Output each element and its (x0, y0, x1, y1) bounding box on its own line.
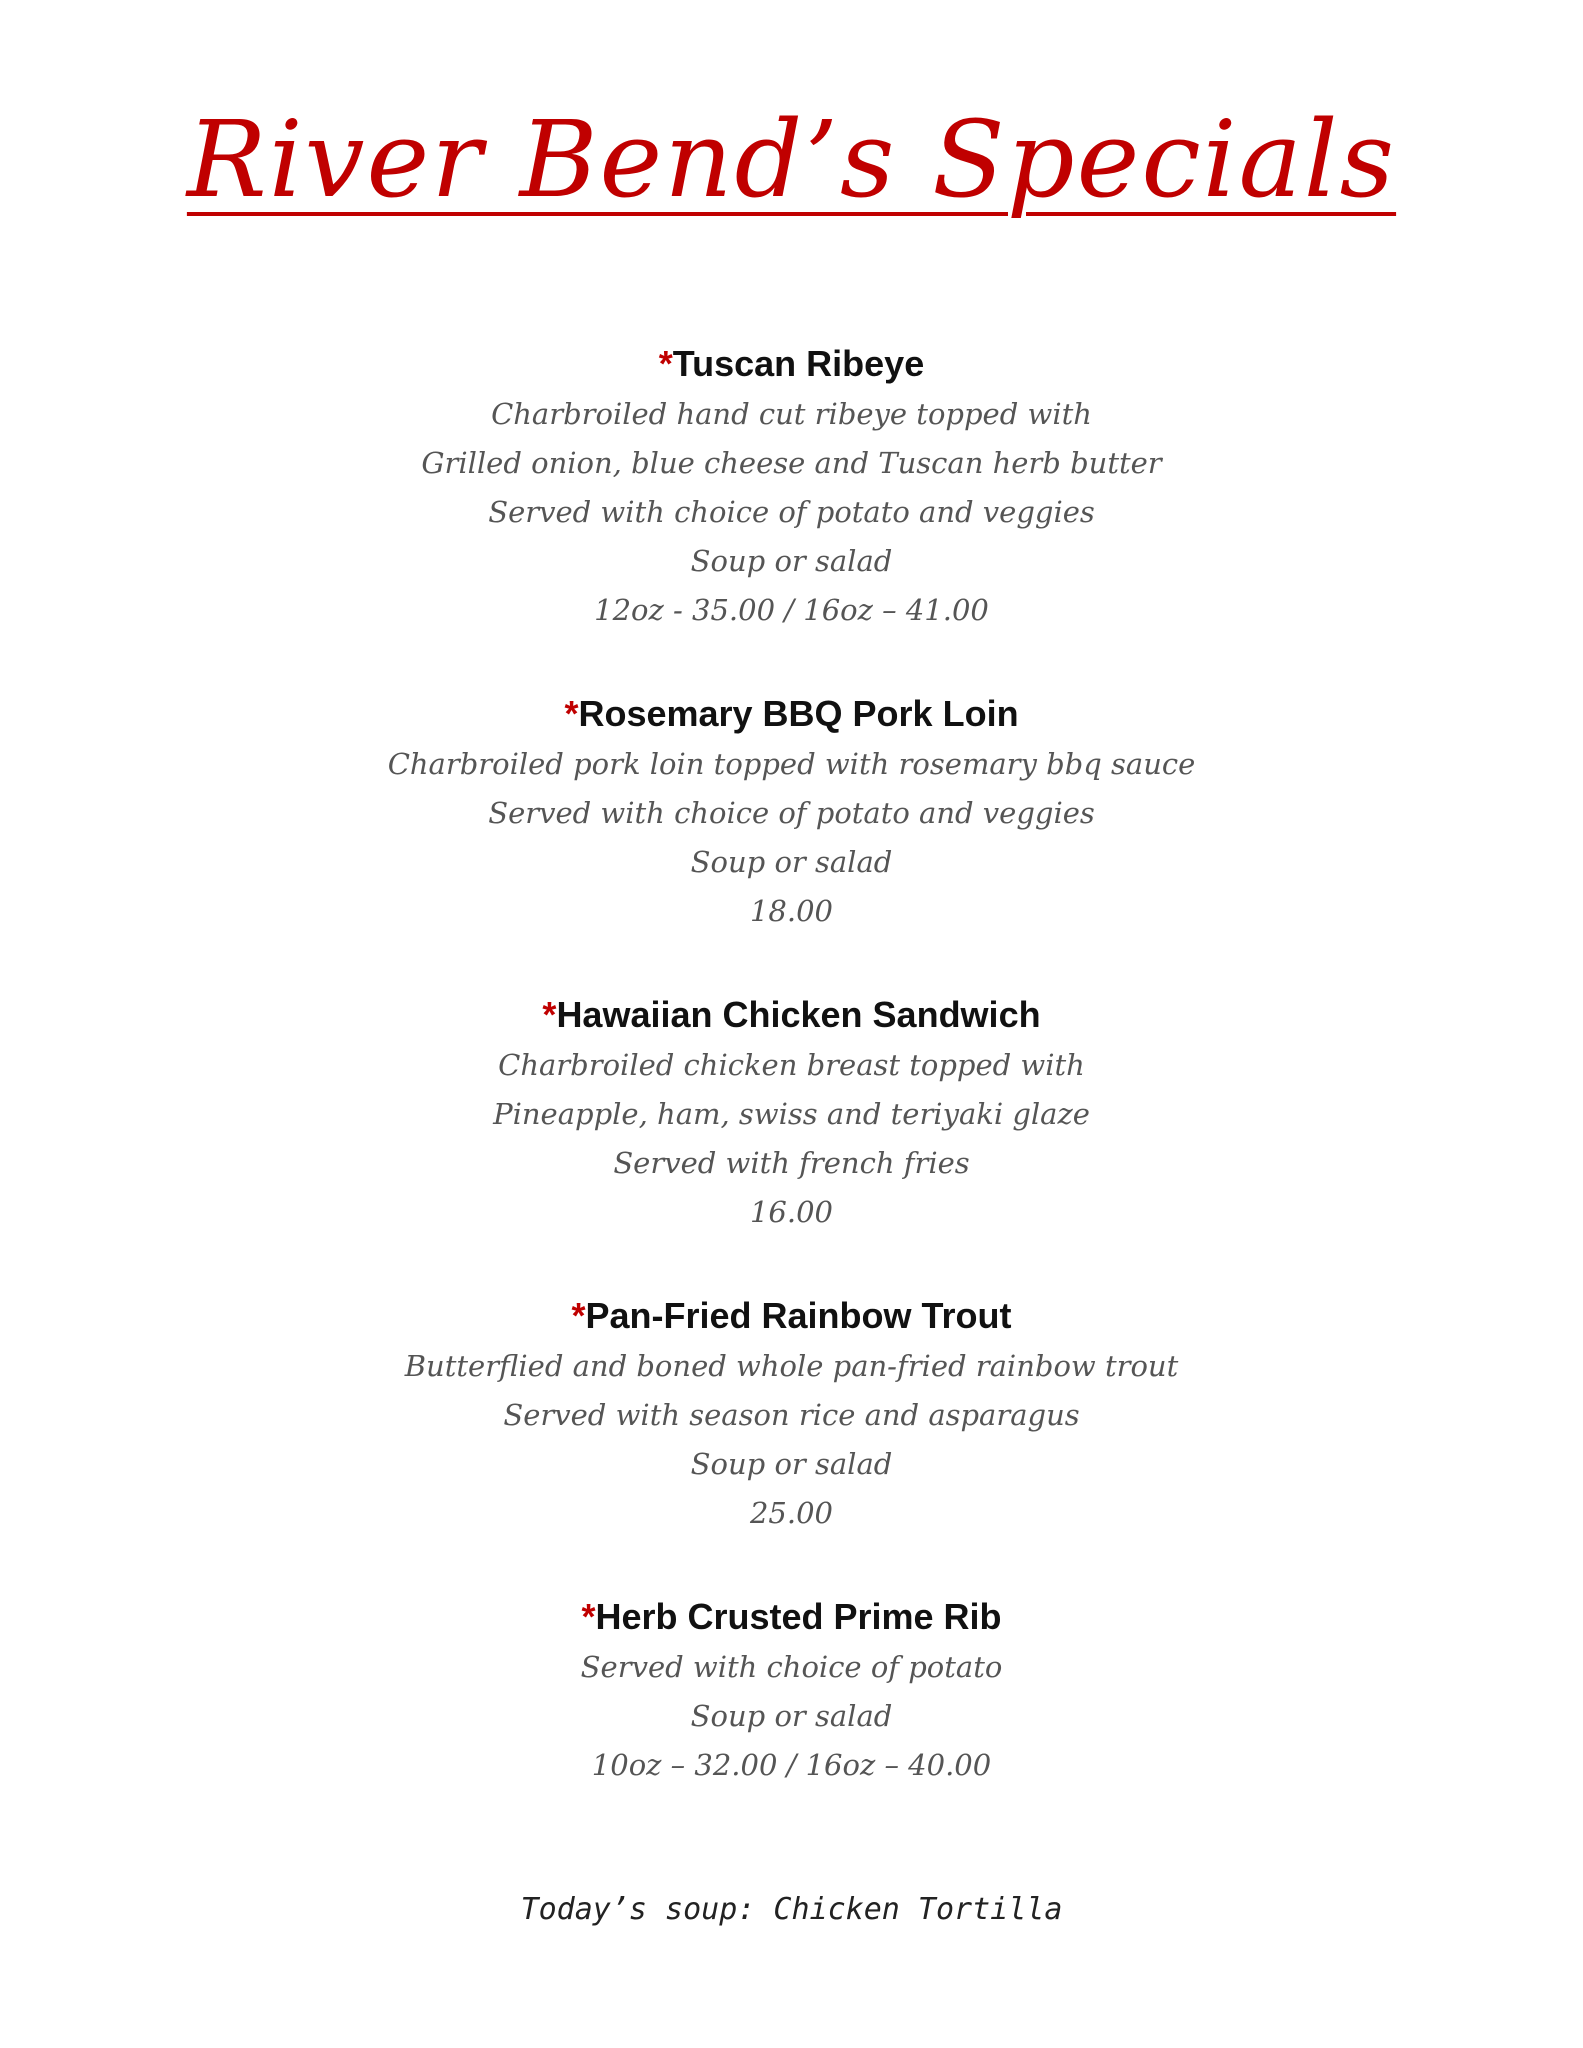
menu-item-herb-crusted-prime-rib (0, 1593, 1583, 1790)
item-name-text: Herb Crusted Prime Rib (595, 1596, 1002, 1637)
item-description-line: Soup or salad (690, 544, 893, 578)
todays-soup: Today’s soup: Chicken Tortilla (520, 1892, 1063, 1927)
item-description-line: Charbroiled chicken breast topped with (498, 1048, 1085, 1082)
item-description-line: Grilled onion, blue cheese and Tuscan herb butter (421, 446, 1162, 480)
item-description-line: Soup or salad (690, 1699, 893, 1733)
menu-item-rosemary-bbq-pork-loin (0, 690, 1583, 936)
item-price: 12oz - 35.00 / 16oz – 41.00 (594, 593, 989, 627)
asterisk-marker: * (571, 1295, 586, 1336)
item-description-line: Butterflied and boned whole pan-fried rainbow trout (404, 1349, 1179, 1383)
item-name (0, 1292, 1583, 1340)
asterisk-marker: * (581, 1596, 596, 1637)
item-description-line: Soup or salad (690, 845, 893, 879)
asterisk-marker: * (564, 693, 579, 734)
item-name (0, 340, 1583, 388)
item-description-line: Served with choice of potato and veggies (488, 796, 1095, 830)
item-name-text: Rosemary BBQ Pork Loin (578, 693, 1019, 734)
menu-item-hawaiian-chicken-sandwich (0, 991, 1583, 1237)
item-name-text: Pan-Fried Rainbow Trout (585, 1295, 1012, 1336)
item-price: 16.00 (749, 1195, 834, 1229)
menu-title-text: River Bend’s Specials (186, 98, 1397, 221)
item-name-text: Hawaiian Chicken Sandwich (556, 994, 1041, 1035)
specials-list (0, 340, 1583, 1845)
item-name (0, 1593, 1583, 1641)
item-description-line: Served with choice of potato and veggies (488, 495, 1095, 529)
menu-item-pan-fried-rainbow-trout (0, 1292, 1583, 1538)
item-description-line: Charbroiled pork loin topped with rosemary bbq sauce (387, 747, 1196, 781)
item-name-text: Tuscan Ribeye (672, 343, 925, 384)
item-price: 10oz – 32.00 / 16oz – 40.00 (591, 1748, 992, 1782)
item-name (0, 690, 1583, 738)
menu-title (0, 100, 1583, 220)
item-description-line: Soup or salad (690, 1447, 893, 1481)
item-price: 18.00 (749, 894, 834, 928)
item-description-line: Served with french fries (613, 1146, 970, 1180)
item-description-line: Served with choice of potato (580, 1650, 1003, 1684)
item-name (0, 991, 1583, 1039)
item-price: 25.00 (749, 1496, 834, 1530)
menu-item-tuscan-ribeye (0, 340, 1583, 635)
asterisk-marker: * (658, 343, 673, 384)
asterisk-marker: * (542, 994, 557, 1035)
item-description-line: Pineapple, ham, swiss and teriyaki glaze (493, 1097, 1090, 1131)
item-description-line: Charbroiled hand cut ribeye topped with (491, 397, 1092, 431)
item-description-line: Served with season rice and asparagus (503, 1398, 1080, 1432)
